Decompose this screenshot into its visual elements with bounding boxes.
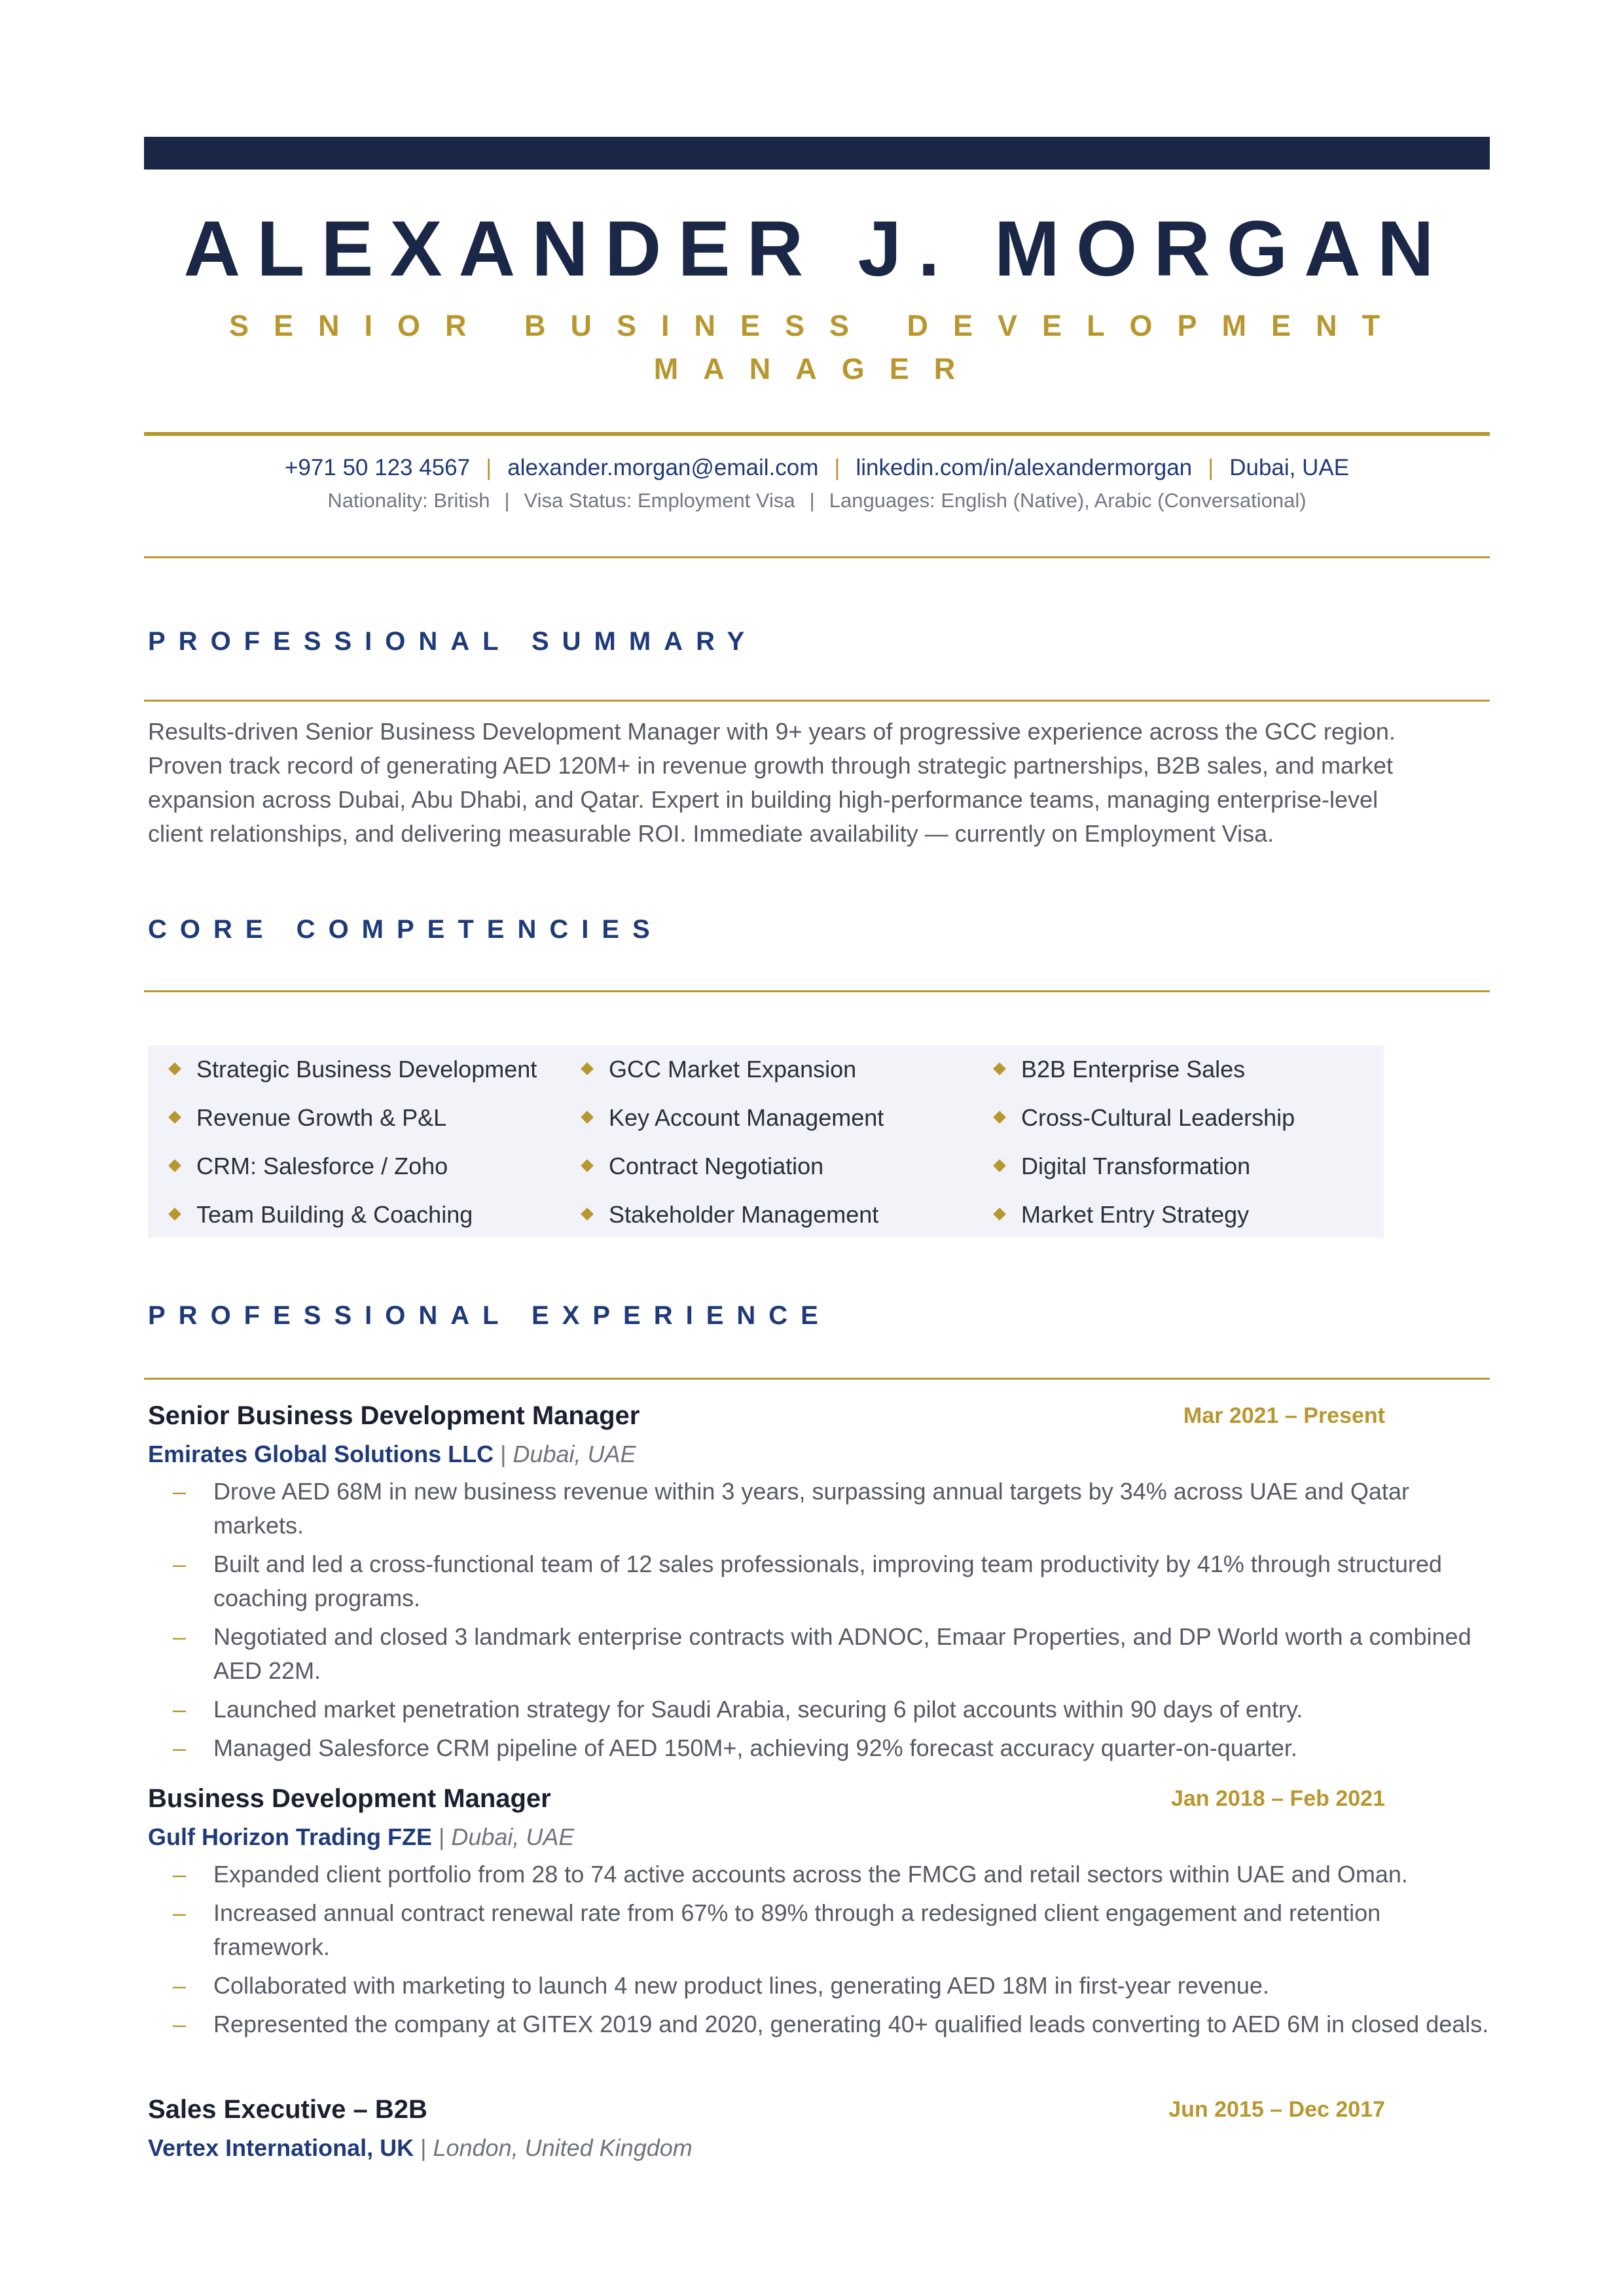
summary-line: Results-driven Senior Business Development Manager with 9+ years of progressive experience across the GCC region. (148, 718, 1396, 745)
diamond-bullet-icon (168, 1208, 181, 1221)
company-line (148, 2130, 693, 2166)
competency-item: Cross-Cultural Leadership (995, 1102, 1295, 1134)
diamond-bullet-icon (168, 1063, 181, 1076)
diamond-bullet-icon (581, 1111, 594, 1124)
competency-item: Key Account Management (583, 1102, 884, 1134)
dash-bullet-icon: – (173, 1861, 187, 1888)
summary-heading: PROFESSIONAL SUMMARY (148, 627, 758, 656)
personal-details-line (144, 484, 1490, 517)
list-item: – Launched market penetration strategy for Saudi Arabia, securing 6 pilot accounts within 90 days of entry. (148, 1693, 1490, 1727)
company-name: Emirates Global Solutions LLC (148, 1441, 494, 1467)
competency-item: Team Building & Coaching (170, 1198, 473, 1231)
separator: | (438, 1823, 445, 1850)
diamond-bullet-icon (993, 1208, 1006, 1221)
competency-item: Strategic Business Development (170, 1053, 537, 1086)
separator: | (809, 489, 815, 512)
job-dates: Mar 2021 – Present (1183, 1403, 1385, 1428)
dash-bullet-icon: – (173, 2011, 187, 2037)
dash-bullet-icon: – (173, 1696, 187, 1723)
experience-divider (144, 1378, 1490, 1380)
separator: | (486, 455, 492, 480)
job-dates: Jun 2015 – Dec 2017 (1168, 2097, 1385, 2122)
diamond-bullet-icon (993, 1160, 1006, 1173)
contact-line (144, 450, 1490, 486)
job-dates: Jan 2018 – Feb 2021 (1170, 1786, 1385, 1811)
competency-item: Revenue Growth & P&L (170, 1102, 446, 1134)
job-location: London, United Kingdom (433, 2134, 693, 2161)
separator: | (500, 1441, 507, 1467)
list-item: – Negotiated and closed 3 landmark enterprise contracts with ADNOC, Emaar Properties, and DP World worth a combined AED 22M. (148, 1620, 1490, 1688)
job-bullets (148, 1475, 1490, 1770)
diamond-bullet-icon (581, 1063, 594, 1076)
dash-bullet-icon: – (173, 1899, 187, 1926)
separator: | (1208, 455, 1214, 480)
phone-link[interactable]: +971 50 123 4567 (284, 455, 471, 480)
list-item: – Built and led a cross-functional team of 12 sales professionals, improving team productivity by 41% through structured coaching programs. (148, 1547, 1490, 1615)
competencies-panel (148, 1045, 1384, 1238)
competencies-divider (144, 990, 1490, 992)
list-item: – Expanded client portfolio from 28 to 74 active accounts across the FMCG and retail sectors within UAE and Oman. (148, 1857, 1490, 1892)
summary-line: Proven track record of generating AED 120M+ in revenue growth through strategic partnerships, B2B sales, and market (148, 752, 1394, 779)
dash-bullet-icon: – (173, 1734, 187, 1761)
summary-line: expansion across Dubai, Abu Dhabi, and Qatar. Expert in building high-performance teams, managing enterprise-level (148, 786, 1379, 813)
diamond-bullet-icon (993, 1063, 1006, 1076)
list-item: – Managed Salesforce CRM pipeline of AED 150M+, achieving 92% forecast accuracy quarter-on-quarter. (148, 1731, 1490, 1765)
job-location: Dubai, UAE (451, 1823, 575, 1850)
job-title-line-2: MANAGER (653, 352, 981, 386)
experience-heading: PROFESSIONAL EXPERIENCE (148, 1301, 831, 1330)
competency-item: Market Entry Strategy (995, 1198, 1249, 1231)
separator: | (420, 2134, 427, 2161)
separator: | (834, 455, 840, 480)
nationality-text: Nationality: British (327, 489, 490, 512)
linkedin-link[interactable]: linkedin.com/in/alexandermorgan (856, 455, 1193, 480)
competency-item: Stakeholder Management (583, 1198, 878, 1231)
header-accent-bar (144, 137, 1490, 170)
candidate-name: ALEXANDER J. MORGAN (183, 205, 1451, 293)
competency-item: B2B Enterprise Sales (995, 1053, 1245, 1086)
dash-bullet-icon: – (173, 1972, 187, 1999)
header-divider (144, 432, 1490, 436)
dash-bullet-icon: – (173, 1551, 187, 1577)
job-title: Business Development Manager (148, 1784, 551, 1813)
job-bullets (148, 1857, 1490, 2046)
summary-divider (144, 700, 1490, 702)
dash-bullet-icon: – (173, 1623, 187, 1650)
list-item: – Drove AED 68M in new business revenue within 3 years, surpassing annual targets by 34% across UAE and Qatar markets. (148, 1475, 1490, 1543)
contact-divider (144, 556, 1490, 558)
diamond-bullet-icon (581, 1160, 594, 1173)
competency-item: Digital Transformation (995, 1150, 1250, 1183)
list-item: – Represented the company at GITEX 2019 and 2020, generating 40+ qualified leads converting to AED 6M in closed deals. (148, 2007, 1490, 2041)
job-title-line-1: SENIOR BUSINESS DEVELOPMENT (228, 309, 1405, 342)
email-link[interactable]: alexander.morgan@email.com (507, 455, 819, 480)
diamond-bullet-icon (581, 1208, 594, 1221)
summary-line: client relationships, and delivering measurable ROI. Immediate availability — currently on Employment Visa. (148, 820, 1274, 847)
company-name: Vertex International, UK (148, 2134, 414, 2161)
job-title: Sales Executive – B2B (148, 2095, 427, 2124)
list-item: – Collaborated with marketing to launch 4 new product lines, generating AED 18M in first-year revenue. (148, 1969, 1490, 2003)
competencies-heading: CORE COMPETENCIES (148, 915, 663, 944)
separator: | (504, 489, 510, 512)
company-name: Gulf Horizon Trading FZE (148, 1823, 432, 1850)
job-location: Dubai, UAE (513, 1441, 636, 1467)
location-text: Dubai, UAE (1229, 455, 1350, 480)
job-title: Senior Business Development Manager (148, 1401, 640, 1430)
competency-item: CRM: Salesforce / Zoho (170, 1150, 448, 1183)
competency-item: GCC Market Expansion (583, 1053, 856, 1086)
company-line (148, 1437, 636, 1472)
languages-text: Languages: English (Native), Arabic (Conversational) (829, 489, 1307, 512)
summary-text (148, 715, 1490, 851)
list-item: – Increased annual contract renewal rate from 67% to 89% through a redesigned client engagement and retention framework. (148, 1896, 1490, 1964)
visa-status-text: Visa Status: Employment Visa (524, 489, 795, 512)
competency-item: Contract Negotiation (583, 1150, 823, 1183)
diamond-bullet-icon (168, 1160, 181, 1173)
diamond-bullet-icon (168, 1111, 181, 1124)
dash-bullet-icon: – (173, 1478, 187, 1505)
company-line (148, 1820, 574, 1855)
diamond-bullet-icon (993, 1111, 1006, 1124)
